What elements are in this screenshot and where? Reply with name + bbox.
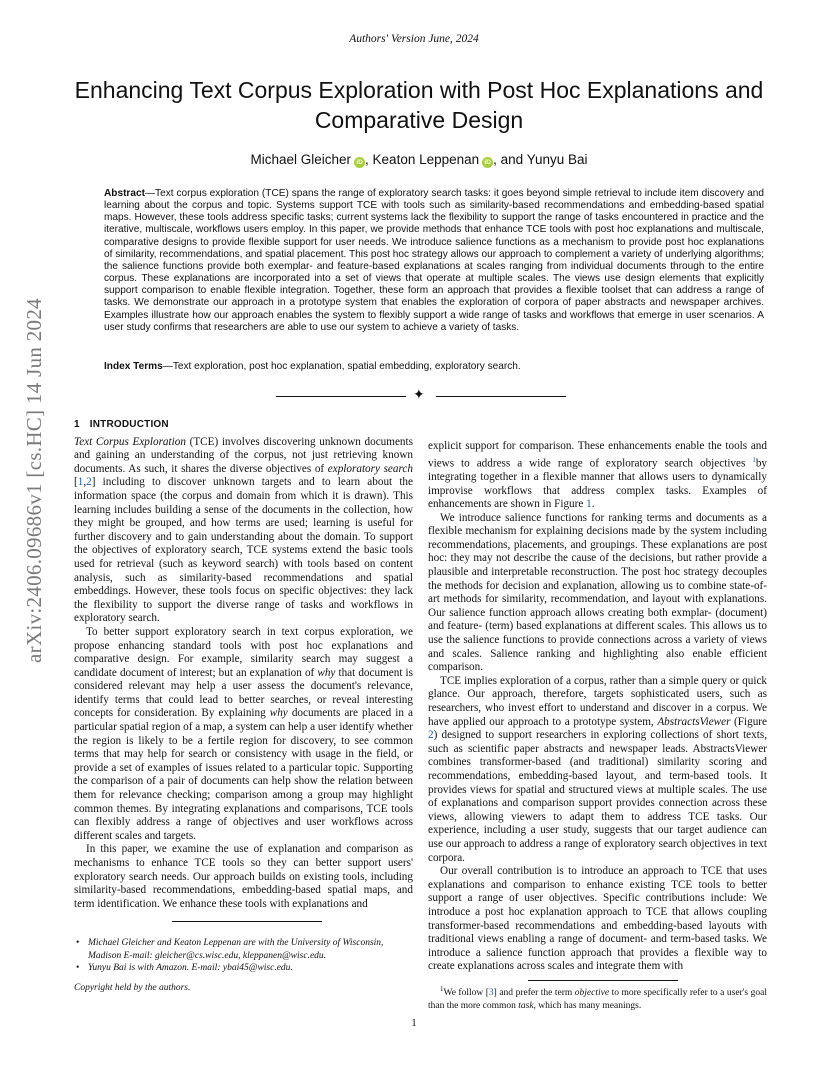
footnote: [428, 983, 767, 1012]
emphasis-text: Text Corpus Exploration: [74, 435, 186, 448]
footnote-marker[interactable]: 1: [752, 455, 756, 464]
section-divider: [276, 389, 566, 403]
author-separator: , and: [493, 152, 527, 167]
copyright-note: Copyright held by the authors.: [74, 983, 191, 993]
text-run: ,: [83, 476, 87, 489]
abstract-label: Abstract: [104, 188, 145, 199]
text-run: ] including to discover unknown targets and to learn about the information space (the corpus and domain from which it is drawn). This learning includes building a sense of the documents in the collection, how they might be grouped, and how terms are used; learning is useful for further discovery and to gain understanding about the domain. To support the objectives of exploratory search, TCE systems extend the basic tools used for retrieval (such as keyword search) with tools based on content analysis, such as similarity-based recommendations and spatial embeddings. However, these tools focus on specific objectives: they lack the flexibility to support the diverse range of tasks and workflows in exploratory search.: [74, 476, 413, 625]
author-name: Michael Gleicher: [250, 152, 352, 167]
text-run: (Figure: [730, 715, 767, 728]
text-run: .: [591, 498, 595, 511]
affiliations: [74, 937, 413, 975]
index-terms-text: —Text exploration, post hoc explanation, spatial embedding, exploratory search.: [162, 361, 521, 372]
citation-link[interactable]: 1: [77, 476, 84, 489]
abstract: [104, 188, 764, 334]
paragraph: We introduce salience functions for ranking terms and documents as a flexible mechanism for explaining decisions made by the system including recommendations, placements, and groupings. These explanations are post hoc: they may not describe the cause of the decisions, but rather provide a plausible and interpretable reconstruction. The post hoc strategy decouples the methods for decision and explanation, allowing us to combine state-of-art methods for similarity, recommendation, and layout with explanations. Our salience function approach allows creating both exmplar- (document) and feature- (term) based explanations at different scales. This allows us to use the salience functions to provide connections across a variety of views and scales. Salience ranking and highlighting also enable efficient comparison.: [428, 511, 767, 674]
text-run: We follow [: [443, 988, 489, 999]
affiliation-item: • Yunyu Bai is with Amazon. E-mail: ybai45@wisc.edu.: [74, 962, 413, 975]
running-header: Authors' Version June, 2024: [349, 33, 479, 45]
text-run: [: [74, 476, 78, 489]
figure-link[interactable]: 2: [428, 729, 434, 742]
text-run: , which has many meanings.: [533, 1000, 642, 1011]
arxiv-stamp: arXiv:2406.09686v1 [cs.HC] 14 Jun 2024: [21, 297, 46, 663]
text-run: to more specifically refer to a user's goal than the more common: [428, 988, 767, 1011]
author-list: [60, 152, 778, 168]
index-terms-label: Index Terms: [104, 361, 163, 372]
text-run: To better support exploratory search in text corpus exploration, we propose enhancing standard tools with post hoc explanations and comparative design. For example, similarity search may suggest a candidate document of interest; but an explanation of: [74, 625, 413, 679]
orcid-icon[interactable]: iD: [354, 157, 365, 168]
text-run: ] and prefer the term: [493, 988, 575, 999]
page-number: 1: [411, 1017, 417, 1029]
emphasis-text: why: [317, 666, 336, 679]
paper-title: Enhancing Text Corpus Exploration with Post Hoc Explanations and Comparative Design: [74, 77, 764, 133]
paragraph: In this paper, we examine the use of explanation and comparison as mechanisms to enhance TCE tools so they can better support users' exploratory search needs. Our approach builds on existing tools, including similarity-based recommendations, embedding-based spatial maps, and term identification. We enhance these tools with explanations and: [74, 843, 413, 910]
divider-line: [436, 396, 566, 397]
index-terms: [104, 361, 764, 372]
divider-star-icon: ✦: [413, 387, 425, 403]
text-run: that document is considered relevant may help a user assess the document's relevance, identify terms that could lead to better searches, or reveal interesting concepts for consideration. By explaining: [74, 666, 413, 720]
affiliation-item: • Michael Gleicher and Keaton Leppenan are with the University of Wisconsin, Madison E-mail: gleicher@cs.wisc.edu, kleppanen@wisc.edu.: [74, 937, 413, 962]
citation-link[interactable]: 2: [86, 476, 92, 489]
section-heading: [74, 418, 413, 432]
left-column: [74, 418, 413, 911]
orcid-icon[interactable]: iD: [482, 157, 493, 168]
paragraph: [74, 436, 413, 626]
author-separator: ,: [365, 152, 373, 167]
footnote-rule: [172, 921, 322, 922]
section-number: 1: [74, 419, 80, 430]
text-run: documents are placed in a particular spatial region of a map, a system can help a user identify whether the region is likely to be a fertile region for discovery, to see common terms that may help for search or consistency with usage in the field, or provide a set of examples of issues related to a particular topic. Supporting the comparison of a pair of documents can help show the relation between them for relevance checking; comparison among a group may highlight common themes. By integrating explanations and comparisons, TCE tools can flexibly address a range of objectives and user workflows across different scales and targets.: [74, 707, 413, 842]
emphasis-text: task: [518, 1000, 534, 1011]
citation-link[interactable]: 3: [488, 988, 494, 999]
paragraph: [428, 440, 767, 512]
right-column: [428, 440, 767, 974]
text-run: explicit support for comparison. These enhancements enable the tools and views to address a wide range of exploratory search objectives: [428, 440, 767, 470]
paragraph: Our overall contribution is to introduce an approach to TCE that uses explanations and comparison to enhance existing TCE tools to better support a range of user objectives. Specific contributions include: We introduce a post hoc explanation approach to TCE that allows coupling transformer-based recommendations and embedding-based layouts with traditional views enabling a range of document- and term-based tasks. We introduce a salience function approach that provides a flexible way to create explanations across scales and integrate them with: [428, 865, 767, 973]
author-name: Keaton Leppenan: [372, 152, 480, 167]
footnote-mark: 1: [440, 985, 444, 993]
paragraph: [428, 675, 767, 865]
paragraph: [74, 626, 413, 844]
text-run: ) designed to support researchers in exploring collections of short texts, such as scientific paper abstracts and newspaper leads. AbstractsViewer combines transformer-based (and traditional) similarity scoring and recommendations, embedding-based layout, and term-based tools. It provides views for spatial and structured views at multiple scales. The use of explanations and comparison support provides connection across these views, allowing viewers to adapt them to address TCE tasks. Our experience, including a user study, suggests that our target audience can use our approach to address a range of exploratory search objectives in text corpora.: [428, 729, 767, 864]
figure-link[interactable]: 1: [586, 498, 592, 511]
author-name: Yunyu Bai: [526, 152, 588, 167]
emphasis-text: objective: [574, 988, 610, 999]
abstract-text: —Text corpus exploration (TCE) spans the range of exploratory search tasks: it goes beyond simple retrieval to include item discovery and learning about the corpus and topic. Systems support TCE with tools such as similarity-based recommendations and embedding-based spatial maps. However, these tools address specific tasks; current systems lack the flexibility to support the range of tasks encountered in practice and the iterative, multiscale, workflows users employ. In this paper, we provide methods that enhance TCE tools with post hoc explanations and multiscale, comparative designs to provide flexible support for user needs. We introduce salience functions as a mechanism to provide post hoc explanations of similarity, recommendations, and spatial placement. This post hoc strategy allows our approach to complement a variety of underlying algorithms; the salience functions provide both exemplar- and feature-based explanations at scales ranging from individual documents through to the entire corpus. These explanations are incorporated into a set of views that operate at multiple scales. The views use design elements that explicitly support comparison to enable flexible integration. Together, these form an approach that provides a flexible toolset that can address a range of tasks. We demonstrate our approach in a prototype system that enables the exploration of corpora of paper abstracts and newspaper archives. Examples illustrate how our approach enables the system to flexibly support a wide range of tasks and workflows that emerge in user scenarios. A user study confirms that researchers are able to use our system to achieve a variety of tasks.: [104, 188, 764, 333]
divider-line: [276, 396, 406, 397]
footnote-rule: [528, 980, 678, 981]
text-run: by integrating together in a flexible manner that allows users to dynamically improvise workflows that address complex tasks. Examples of enhancements are shown in Figure: [428, 457, 767, 511]
text-run: (TCE) involves discovering unknown documents and gaining an understanding of the corpus, not just retrieving known documents. As such, it shares the diverse objectives of: [74, 435, 413, 475]
text-run: TCE implies exploration of a corpus, rather than a simple query or quick glance. Our approach, therefore, targets sophisticated users, such as researchers, who invest effort to understand and discover in a corpus. We have applied our approach to a prototype system,: [428, 674, 767, 728]
section-title: INTRODUCTION: [89, 419, 169, 430]
emphasis-text: why: [269, 707, 288, 720]
emphasis-text: AbstractsViewer: [657, 715, 731, 728]
emphasis-text: exploratory search: [327, 462, 413, 475]
